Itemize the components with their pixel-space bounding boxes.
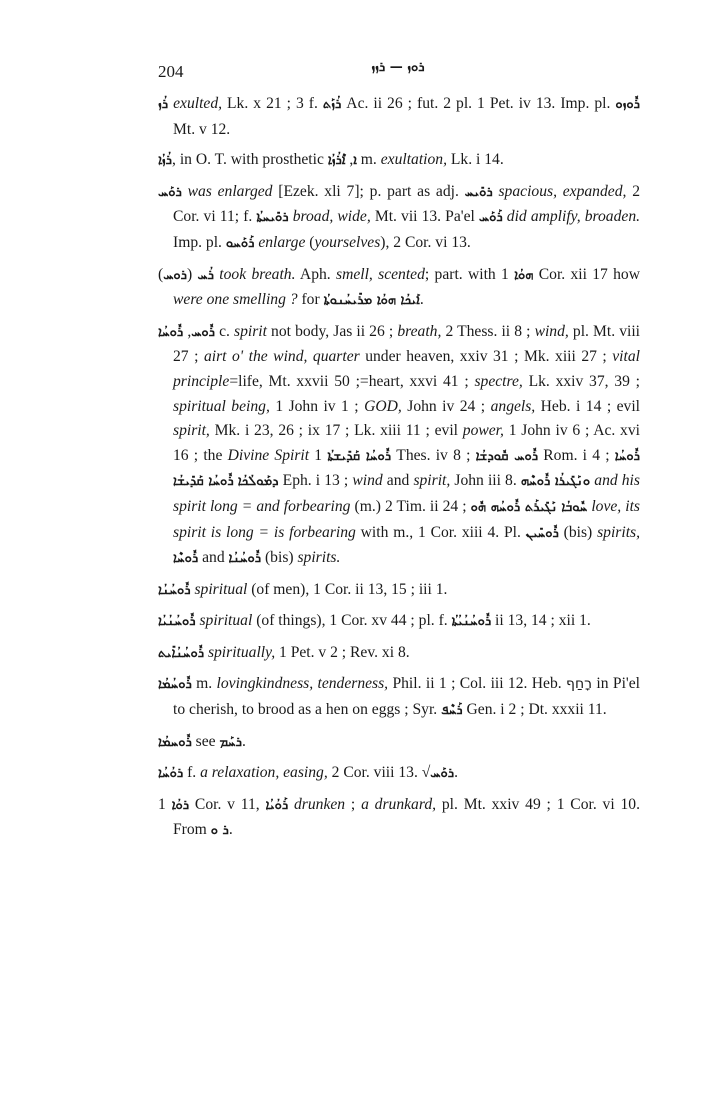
text: (of men), 1 Cor. ii 13, 15 ; iii 1. [247,580,448,598]
gloss: wind, [534,322,569,340]
text: 1 Cor. xii 17 how [501,265,640,283]
gloss: enlarge [258,233,306,251]
text: (m.) 2 Tim. ii 24 ; [350,497,471,515]
text: . [419,291,424,309]
dictionary-entry [158,641,640,667]
text: Mk. i 23, 26 ; ix 17 ; Lk. xiii 11 ; evil [209,422,463,440]
text: [Ezek. xli 7]; p. part as adj. [272,182,465,200]
text: 2 Thess. ii 8 ; [441,322,535,340]
text: , [183,322,192,340]
text: 1 Pet. v 2 ; Rev. xi 8. [275,643,410,661]
gloss: Divine Spirit [227,446,310,464]
text: for [297,291,324,309]
syriac-word: ܪܽܘܚܺܝܢ [525,525,559,541]
gloss: spirits, [597,523,640,541]
text: Mt. vii 13. Pa'el [370,208,479,226]
text: 2 Cor. viii 13. √ [327,764,431,782]
text: , in O. T. with prosthetic [172,151,328,169]
syriac-word: ܪܘܰܚ [430,766,455,782]
text: . [228,821,233,839]
gloss: were one smelling ? [173,291,298,309]
syriac-word: ܘܢܰܓܺܝܪܳܐ ܪܽܘܚܶܗ [520,474,591,490]
dictionary-entry [158,609,640,635]
dictionary-entry [158,672,640,723]
syriac-word: ܐܶܪܳܙܳܐ [327,153,346,169]
gloss: yourselves [314,233,381,251]
syriac-word: ܪܽܘܚܳܢܳܐܺܝܬ [158,645,205,661]
syriac-word: ܚܽܘܒܳܐ [561,499,588,515]
syriac-word: ܪܰܘܰܚ [478,210,503,226]
gloss: spiritually, [207,643,276,661]
text: Aph. [295,265,336,283]
text: with m., 1 Cor. xiii 4. Pl. [355,523,526,541]
syriac-word: ܪܽܘܚܡܳܐ [158,734,192,750]
text: ), 2 Cor. vi 13. [380,233,471,251]
syriac-word: ܐܰܝܟܳܐ ܗܘܳܐ ܡܪܺܝܚܳܢܘܬܳܐ [323,293,420,309]
gloss: wind [352,472,383,490]
text: . [241,732,246,750]
gloss: exulted, [173,95,223,112]
text: ii 13, 14 ; xii 1. [491,612,591,630]
syriac-word: ܪܘܚ [163,267,187,283]
syriac-word: ܪܳܙ [158,97,169,112]
text: (bis) [558,523,598,541]
gloss: airt o' the wind, quarter [203,348,360,366]
syriac-word: ܪܘܳܚܳܐ [158,766,184,782]
syriac-word: ܪܽܘܚ ܩܽܘܕܫܳܐ [475,448,539,464]
syriac-word: ܪܚܰܡ [219,734,242,750]
text: =life, Mt. xxvii 50 ;=heart, xxvi 41 ; [229,372,475,390]
text: (of things), 1 Cor. xv 44 ; pl. f. [252,612,452,630]
text: m. [191,675,217,693]
text: John iii 8. [450,472,521,490]
text: ; [345,795,362,813]
gloss: spiritual [199,612,253,630]
gloss: spirits. [297,549,341,567]
text: Heb. i 14 ; evil [535,397,641,415]
text: ( [305,233,315,251]
syriac-word: ܐ [353,153,357,169]
dictionary-entry [158,793,640,844]
page-header [158,60,638,86]
gloss: spacious, expanded, [498,182,627,200]
gloss: exultation, [380,151,447,169]
gloss: love, its spirit is long = is forbearing [173,497,640,541]
text: Eph. i 13 ; [278,472,353,490]
syriac-word: ܪܘܰܚ [158,184,182,200]
text: ) [186,265,198,283]
text: 1 John iv 1 ; [269,397,365,415]
gloss: did amplify, broaden. [506,208,641,226]
text: 1 John iv 6 ; Ac. xvi 16 ; the [173,422,640,464]
dictionary-entry [158,92,640,142]
small-caps-term: GOD, [364,397,402,415]
syriac-word: ܢܰܓܺܝܪܰܬ ܪܽܘܚܳܗ ܗܽܘ [470,499,558,515]
text: and [198,549,229,567]
page-number: 204 [158,62,184,81]
syriac-word: ܪܘܺܝܚܬܳܐ [256,210,289,226]
text: ; part. with [424,265,502,283]
text: Rom. i 4 ; [538,446,615,464]
gloss: spirit, [173,422,210,440]
syriac-word: ܪܽܘܚܳܐ ܩܰܕܺܝܫܬܳܐ [327,448,392,464]
dictionary-entry [158,320,640,572]
syriac-word: ܪܽܘܚܳܢܳܝܳܐ [158,614,196,630]
text: Lk. x 21 ; 3 f. [222,95,323,112]
gloss: lovingkindness, tenderness, [216,675,389,693]
syriac-word: ܪܽܘܚܳܢܳܝܳܬܳܐ [451,614,492,630]
dictionary-entry [158,761,640,787]
text: Imp. pl. [173,233,226,251]
gloss: angels, [490,397,536,415]
text: under heaven, xxiv 31 ; Mk. xiii 27 ; [359,348,613,366]
text: (bis) [261,549,298,567]
syriac-word: ܪܽܘܚܳܢܳܐ [158,582,191,598]
text: f. [183,764,201,782]
gloss: spiritual [194,580,248,598]
syriac-word: ܪܳܚ [197,267,214,283]
syriac-word: ܪ ܘ [210,823,229,839]
text: m. [356,151,381,169]
syriac-word: ܗܘܳܐ [514,267,534,283]
text: and [382,472,414,490]
text: in Pi'el to cherish, to brood as a hen on eggs ; Syr. [173,675,640,719]
gloss: spectre, [474,372,523,390]
text: Phil. ii 1 ; Col. iii 12. Heb. [388,675,567,693]
text: pl. Mt. xxiv 49 ; 1 Cor. vi 10. From [173,795,640,839]
dictionary-entry [158,180,640,257]
syriac-word: ܪܽܘܚܳܐ ܕܡܰܘܠܳܟܳܐ [237,448,641,490]
syriac-word: ܪܘܺܝܚ [464,184,493,200]
syriac-word: ܪܽܘܙܘ [615,97,640,112]
syriac-word: ܪܽܘܚܳܐ [158,324,184,340]
syriac-word: ܪܳܙܳܐ [158,153,173,169]
gloss: and his spirit long = and forbearing [173,472,640,515]
gloss: spiritual being, [173,397,270,415]
text: pl. Mt. viii 27 ; [173,322,641,366]
gloss: vital principle [173,348,640,390]
running-head: ܪܘܙ — ܪܙܙ [371,60,425,75]
syriac-word: ܪܽܘܚܳܐ ܩܰܕܺܝܫܳܐ [173,474,234,490]
syriac-word: ܪܽܘܚܳܢܳܐ [228,551,262,567]
text: Lk. i 14. [447,151,504,169]
dictionary-entry [158,263,640,314]
text: Lk. xxiv 37, 39 ; [522,372,640,390]
text: not body, Jas ii 26 ; [266,322,398,340]
syriac-word: ܪܰܘܳܝܳܐ [265,797,289,813]
gloss: a drunkard, [361,795,437,813]
hebrew-word: רָחַף [566,676,593,693]
text: 1 Cor. v 11, [158,795,266,813]
dictionary-entry [158,148,640,174]
gloss: smell, scented [336,265,425,283]
dictionary-entry [158,730,640,756]
text: John iv 24 ; [401,397,491,415]
text: , [345,151,354,169]
syriac-word: ܪܳܙܰܬ [322,97,342,112]
dictionary-entry [158,578,640,604]
text: c. [214,322,235,340]
text: see [191,732,220,750]
text: . [454,764,458,782]
gloss: was enlarged [187,182,273,200]
text: Ac. ii 26 ; fut. 2 pl. 1 Pet. iv 13. Imp. pl. [341,95,616,112]
gloss: a relaxation, easing, [200,764,328,782]
gloss: broad, wide, [292,208,371,226]
text: 2 Cor. vi 11; f. [173,182,640,226]
syriac-word: ܪܽܘܚܳܡܳܐ [158,677,192,693]
syriac-word: ܪܽܘܚܶܐ [173,551,199,567]
text: ( [158,265,164,283]
text: Mt. v 12. [173,120,231,138]
syriac-word: ܪܰܚܶܦ [441,703,463,719]
entries-list [158,92,640,850]
text: 1 Thes. iv 8 ; [314,446,476,464]
gloss: power, [462,422,504,440]
gloss: spirit [234,322,267,340]
syriac-word: ܪܘܳܐ [171,797,190,813]
gloss: spirit, [413,472,451,490]
gloss: breath, [397,322,442,340]
gloss: took breath. [219,265,296,283]
syriac-word: ܪܰܘܰܚܘ [225,235,255,251]
text: Gen. i 2 ; Dt. xxxii 11. [462,701,607,719]
gloss: drunken [293,795,346,813]
syriac-word: ܪܽܘܚ [191,324,215,340]
